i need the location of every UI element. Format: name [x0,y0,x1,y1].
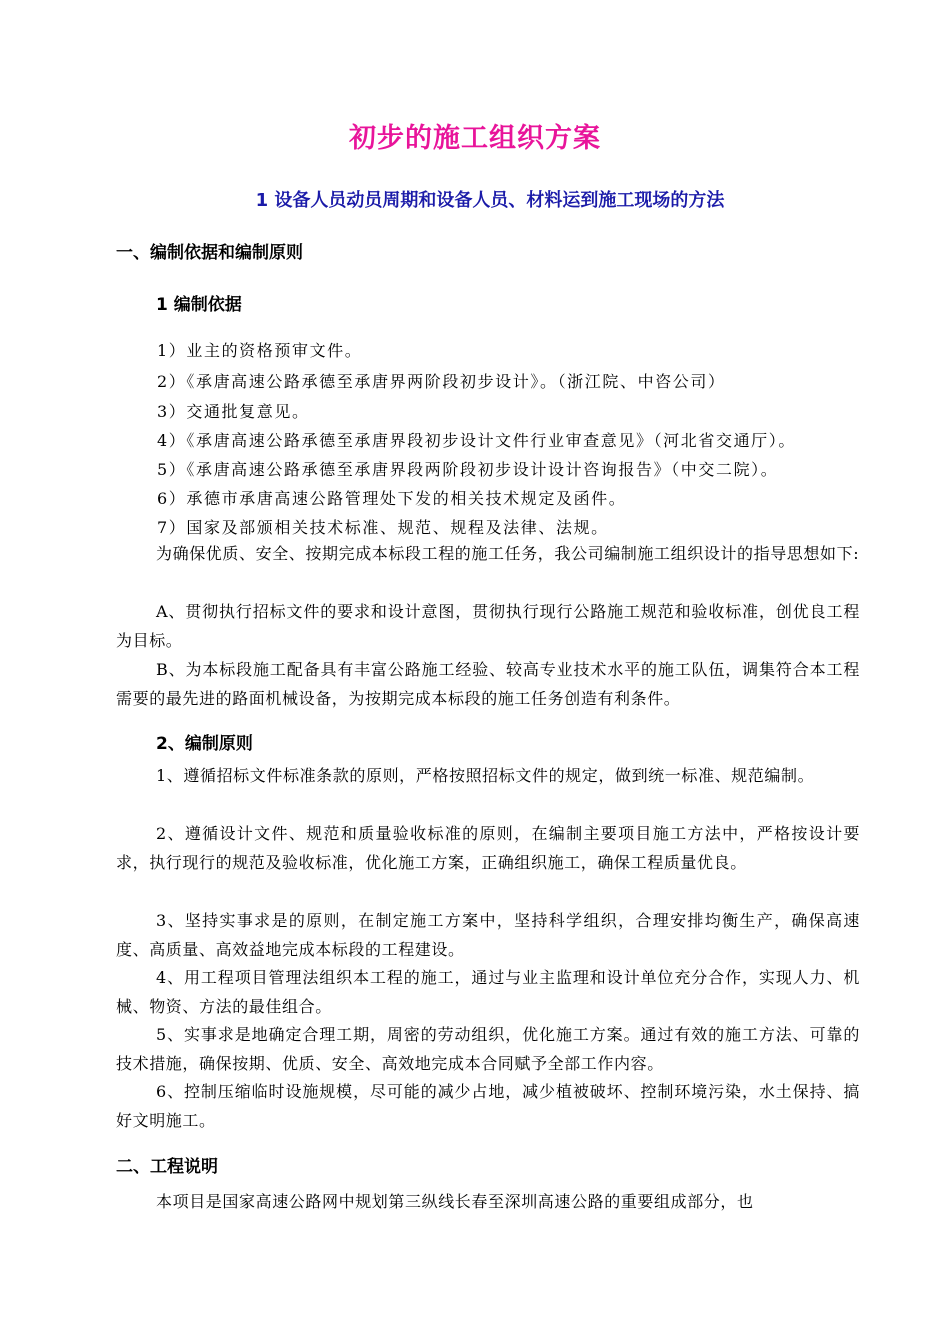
list-item: 5）《承唐高速公路承德至承唐界段两阶段初步设计设计咨询报告》（中交二院）。 [157,460,779,479]
chapter-subtitle: 1 设备人员动员周期和设备人员、材料运到施工现场的方法 [255,190,725,211]
paragraph: A、贯彻执行招标文件的要求和设计意图，贯彻执行现行公路施工规范和验收标准，创优良工程为目标。 [116,602,860,650]
list-item: 2）《承唐高速公路承德至承唐界两阶段初步设计》。（浙江院、中咨公司） [157,372,726,391]
list-item: 3）交通批复意见。 [157,402,310,421]
paragraph: B、为本标段施工配备具有丰富公路施工经验、较高专业技术水平的施工队伍，调集符合本工程需要的最先进的路面机械设备，为按期完成本标段的施工任务创造有利条件。 [116,660,860,708]
list-item: 4）《承唐高速公路承德至承唐界段初步设计文件行业审查意见》（河北省交通厅）。 [157,431,796,450]
paragraph: 5、实事求是地确定合理工期，周密的劳动组织，优化施工方案。通过有效的施工方法、可靠的技术措施，确保按期、优质、安全、高效地完成本合同赋予全部工作内容。 [116,1025,860,1073]
paragraph: 2、遵循设计文件、规范和质量验收标准的原则，在编制主要项目施工方法中，严格按设计要求，执行现行的规范及验收标准，优化施工方案，正确组织施工，确保工程质量优良。 [116,824,860,872]
section-heading-basis-principles: 一、编制依据和编制原则 [116,243,303,263]
paragraph: 为确保优质、安全、按期完成本标段工程的施工任务，我公司编制施工组织设计的指导思想如下: [156,544,860,563]
paragraph: 本项目是国家高速公路网中规划第三纵线长春至深圳高速公路的重要组成部分，也 [156,1192,754,1211]
paragraph: 1、遵循招标文件标准条款的原则，严格按照招标文件的规定，做到统一标准、规范编制。 [156,766,815,785]
paragraph: 4、用工程项目管理法组织本工程的施工，通过与业主监理和设计单位充分合作，实现人力、机械、物资、方法的最佳组合。 [116,968,860,1016]
subsection-heading-principles: 2、编制原则 [156,734,253,754]
paragraph: 6、控制压缩临时设施规模，尽可能的减少占地，减少植被破坏、控制环境污染，水土保持、搞好文明施工。 [116,1082,860,1130]
list-item: 1）业主的资格预审文件。 [157,341,363,360]
list-item: 6）承德市承唐高速公路管理处下发的相关技术规定及函件。 [157,489,627,508]
list-item: 7）国家及部颁相关技术标准、规范、规程及法律、法规。 [157,518,609,537]
subsection-heading-basis: 1 编制依据 [156,295,242,315]
document-title: 初步的施工组织方案 [349,123,601,154]
paragraph: 3、坚持实事求是的原则，在制定施工方案中，坚持科学组织，合理安排均衡生产，确保高速度、高质量、高效益地完成本标段的工程建设。 [116,911,860,959]
section-heading-project-description: 二、工程说明 [116,1157,218,1177]
